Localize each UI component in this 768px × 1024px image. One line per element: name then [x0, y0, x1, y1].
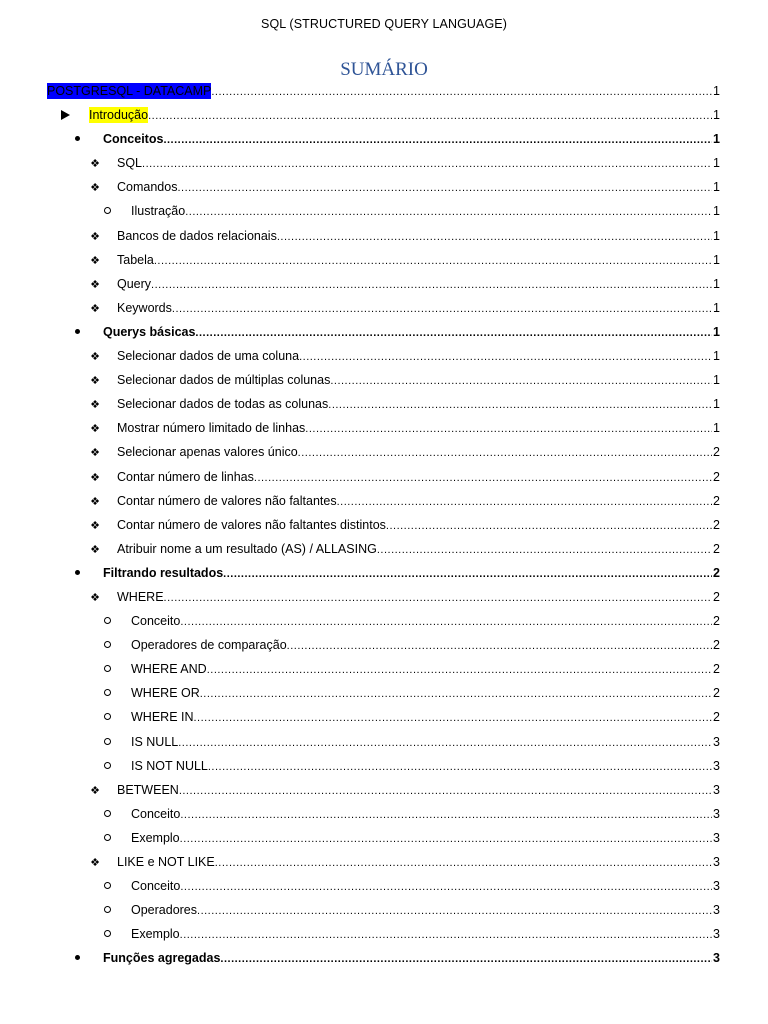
- toc-entry-label: WHERE AND: [131, 662, 207, 677]
- toc-entry-page-number: 2: [713, 589, 720, 604]
- circle-icon: [100, 902, 114, 918]
- toc-entry-label: Conceito: [131, 806, 181, 821]
- toc-entry-page-number: 1: [713, 421, 720, 436]
- toc-entry-label: Conceito: [131, 614, 181, 629]
- toc-entry-label: WHERE IN: [131, 710, 194, 725]
- dot-leader: [148, 108, 712, 124]
- toc-entry[interactable]: [0, 826, 768, 850]
- page-header: SQL (STRUCTURED QUERY LANGUAGE): [261, 17, 507, 31]
- toc-entry[interactable]: [0, 344, 768, 368]
- diamond-icon: ❖: [90, 351, 100, 364]
- circle-icon: [100, 709, 114, 725]
- dot-leader: [287, 638, 712, 654]
- toc-entry-page-number: 1: [713, 300, 720, 315]
- toc-entry-page-number: 1: [713, 84, 720, 98]
- toc-entry[interactable]: [0, 127, 768, 151]
- circle-icon: [100, 685, 114, 701]
- toc-entry-label: Selecionar dados de múltiplas colunas: [117, 373, 331, 388]
- toc-entry-line: [117, 854, 720, 871]
- dot-leader: [305, 421, 712, 437]
- toc-entry-line: [89, 107, 720, 124]
- toc-entry-line: [103, 565, 720, 582]
- toc-entry-label: WHERE: [117, 589, 164, 604]
- toc-entry-line: [131, 758, 720, 775]
- toc-entry-line: [131, 637, 720, 654]
- toc-entry-label: Operadores de comparação: [131, 638, 287, 653]
- toc-entry-page-number: 2: [713, 493, 720, 508]
- diamond-icon: ❖: [90, 399, 100, 412]
- toc-entry-page-number: 1: [713, 180, 720, 195]
- toc-entry-line: [117, 493, 720, 510]
- diamond-icon: ❖: [90, 230, 100, 243]
- toc-entry[interactable]: [0, 537, 768, 561]
- diamond-icon: ❖: [90, 278, 100, 291]
- toc-entry-page-number: 1: [713, 276, 720, 291]
- toc-entry[interactable]: [0, 681, 768, 705]
- toc-entry-label: Mostrar número limitado de linhas: [117, 421, 306, 436]
- toc-entry-label: Funções agregadas: [103, 951, 221, 966]
- toc-entry-page-number: 2: [713, 710, 720, 725]
- toc-entry-label: Contar número de valores não faltantes: [117, 493, 337, 508]
- toc-entry-page-number: 3: [713, 855, 720, 869]
- toc-entry[interactable]: [0, 440, 768, 464]
- circle-icon: [100, 758, 114, 774]
- toc-entry-label: Comandos: [117, 180, 178, 195]
- toc-entry-label: Exemplo: [131, 830, 180, 845]
- toc-entry-page-number: 1: [713, 373, 720, 388]
- toc-entry-line: [131, 806, 720, 823]
- dot-leader: [164, 590, 713, 606]
- table-of-contents: [0, 79, 768, 970]
- toc-entry-line: [117, 300, 720, 317]
- dot-leader: [215, 855, 712, 871]
- toc-entry-label: Exemplo: [131, 927, 180, 942]
- toc-entry[interactable]: [0, 175, 768, 199]
- toc-entry-line: [117, 252, 720, 269]
- toc-entry-label: WHERE OR: [131, 686, 200, 701]
- toc-entry-label: Tabela: [117, 252, 154, 267]
- toc-entry-line: [117, 469, 720, 486]
- toc-entry-label: BETWEEN: [117, 782, 179, 797]
- toc-entry-label: Contar número de linhas: [117, 469, 254, 484]
- toc-entry-page-number: 2: [713, 445, 720, 460]
- toc-entry-page-number: 3: [713, 830, 720, 845]
- toc-entry-page-number: 2: [713, 686, 720, 701]
- toc-entry[interactable]: [0, 296, 768, 320]
- toc-entry[interactable]: [0, 754, 768, 778]
- toc-entry-page-number: 1: [713, 252, 720, 267]
- circle-icon: [100, 830, 114, 846]
- diamond-icon: ❖: [90, 519, 100, 532]
- circle-icon: [100, 613, 114, 629]
- dot-icon: [70, 131, 84, 147]
- toc-entry-line: [117, 517, 720, 534]
- toc-entry-label: Bancos de dados relacionais: [117, 228, 277, 243]
- circle-icon: [100, 734, 114, 750]
- toc-entry[interactable]: [0, 465, 768, 489]
- toc-entry-page-number: 3: [713, 903, 720, 918]
- toc-entry-label: Selecionar dados de todas as colunas: [117, 397, 329, 412]
- toc-entry-label: Contar número de valores não faltantes distintos: [117, 517, 386, 532]
- toc-entry-line: [131, 203, 720, 220]
- toc-entry-page-number: 1: [713, 397, 720, 412]
- toc-entry[interactable]: [0, 898, 768, 922]
- dot-leader: [180, 831, 712, 847]
- dot-leader: [207, 662, 712, 678]
- dot-icon: [70, 950, 84, 966]
- dot-leader: [180, 614, 712, 630]
- toc-entry-page-number: 1: [713, 156, 720, 171]
- toc-entry-page-number: 2: [713, 662, 720, 677]
- dot-leader: [179, 783, 712, 799]
- circle-icon: [100, 203, 114, 219]
- toc-entry-line: [131, 830, 720, 847]
- toc-entry-page-number: 2: [713, 517, 720, 532]
- toc-entry-line: [117, 541, 720, 558]
- diamond-icon: ❖: [90, 591, 100, 604]
- toc-entry-line: [117, 228, 720, 245]
- dot-leader: [195, 325, 712, 341]
- toc-entry-line: [117, 276, 720, 293]
- dot-leader: [220, 951, 712, 967]
- toc-entry[interactable]: [0, 850, 768, 874]
- dot-leader: [178, 735, 712, 751]
- dot-leader: [180, 807, 712, 823]
- toc-entry-label: POSTGRESQL - DATACAMP: [47, 84, 212, 98]
- toc-entry-line: [131, 613, 720, 630]
- dot-leader: [177, 180, 712, 196]
- toc-entry[interactable]: [0, 802, 768, 826]
- toc-entry-line: [117, 372, 720, 389]
- circle-icon: [100, 637, 114, 653]
- diamond-icon: ❖: [90, 784, 100, 797]
- toc-entry-line: [117, 179, 720, 196]
- toc-entry[interactable]: [0, 946, 768, 970]
- toc-entry-label: Conceito: [131, 879, 181, 894]
- toc-entry-line: [117, 396, 720, 413]
- dot-leader: [151, 277, 712, 293]
- toc-entry-page-number: 2: [713, 565, 720, 580]
- dot-leader: [194, 710, 713, 726]
- toc-entry[interactable]: [0, 730, 768, 754]
- toc-entry[interactable]: [0, 248, 768, 272]
- toc-entry-page-number: 1: [713, 349, 720, 364]
- dot-leader: [163, 132, 712, 148]
- dot-leader: [208, 759, 712, 775]
- dot-leader: [330, 373, 712, 389]
- toc-entry-page-number: 2: [713, 469, 720, 484]
- circle-icon: [100, 878, 114, 894]
- diamond-icon: ❖: [90, 543, 100, 556]
- circle-icon: [100, 661, 114, 677]
- toc-entry-line: [103, 131, 720, 148]
- toc-entry-label: Query: [117, 276, 152, 291]
- toc-entry[interactable]: [0, 320, 768, 344]
- toc-entry-page-number: 3: [713, 734, 720, 749]
- dot-icon: [70, 565, 84, 581]
- toc-entry-line: [103, 950, 720, 967]
- toc-entry-label: IS NULL: [131, 734, 179, 749]
- toc-entry[interactable]: [0, 633, 768, 657]
- dot-leader: [142, 156, 712, 172]
- toc-entry[interactable]: [0, 657, 768, 681]
- circle-icon: [100, 806, 114, 822]
- dot-leader: [180, 927, 712, 943]
- toc-entry-label: Keywords: [117, 300, 172, 315]
- dot-leader: [154, 253, 712, 269]
- toc-entry-label: Operadores: [131, 903, 198, 918]
- toc-entry[interactable]: [0, 705, 768, 729]
- dot-leader: [197, 903, 712, 919]
- toc-entry-page-number: 2: [713, 638, 720, 653]
- toc-entry-page-number: 3: [713, 951, 720, 966]
- toc-entry-line: [131, 878, 720, 895]
- dot-icon: [70, 324, 84, 340]
- circle-icon: [100, 926, 114, 942]
- toc-entry-page-number: 3: [713, 806, 720, 821]
- toc-entry-line: [117, 589, 720, 606]
- diamond-icon: ❖: [90, 158, 100, 171]
- toc-entry-line: [117, 420, 720, 437]
- toc-entry-page-number: 1: [713, 108, 720, 123]
- diamond-icon: ❖: [90, 375, 100, 388]
- dot-leader: [298, 445, 712, 461]
- dot-leader: [299, 349, 712, 365]
- toc-entry[interactable]: [0, 489, 768, 513]
- toc-entry-page-number: 1: [713, 324, 720, 339]
- toc-entry-label: SQL: [117, 156, 143, 171]
- diamond-icon: ❖: [90, 182, 100, 195]
- toc-entry-page-number: 1: [713, 228, 720, 243]
- dot-leader: [377, 542, 712, 558]
- toc-entry[interactable]: [0, 561, 768, 585]
- toc-entry-line: [117, 348, 720, 365]
- arrow-icon: [58, 107, 72, 124]
- toc-entry[interactable]: [0, 272, 768, 296]
- toc-entry[interactable]: [0, 199, 768, 223]
- dot-leader: [277, 229, 712, 245]
- toc-entry[interactable]: [0, 585, 768, 609]
- toc-entry-label: IS NOT NULL: [131, 758, 208, 773]
- toc-entry-page-number: 1: [713, 132, 720, 147]
- toc-entry-line: [117, 155, 720, 172]
- toc-entry[interactable]: [0, 874, 768, 898]
- toc-entry-page-number: 2: [713, 541, 720, 556]
- toc-entry[interactable]: [0, 416, 768, 440]
- toc-entry-page-number: 3: [713, 879, 720, 894]
- toc-entry-label: Filtrando resultados: [103, 565, 224, 580]
- toc-entry-line: [131, 685, 720, 702]
- dot-leader: [200, 686, 712, 702]
- toc-entry-line: [131, 902, 720, 919]
- toc-entry[interactable]: [0, 609, 768, 633]
- diamond-icon: ❖: [90, 857, 100, 869]
- diamond-icon: ❖: [90, 447, 100, 460]
- toc-title: SUMÁRIO: [340, 59, 428, 80]
- dot-leader: [185, 204, 712, 220]
- toc-entry-page-number: 3: [713, 758, 720, 773]
- toc-entry-label: Atribuir nome a um resultado (AS) / ALLASING: [117, 541, 377, 556]
- toc-entry-label: LIKE e NOT LIKE: [117, 855, 215, 869]
- toc-entry-page-number: 1: [713, 204, 720, 219]
- toc-entry-line: [131, 926, 720, 943]
- toc-entry-page-number: 2: [713, 614, 720, 629]
- toc-entry-label: Querys básicas: [103, 324, 196, 339]
- toc-entry-line: [131, 661, 720, 678]
- toc-entry[interactable]: [0, 224, 768, 248]
- toc-entry[interactable]: [0, 778, 768, 802]
- dot-leader: [172, 301, 712, 317]
- dot-leader: [211, 84, 712, 100]
- toc-entry[interactable]: [0, 922, 768, 946]
- toc-entry[interactable]: [0, 79, 768, 103]
- toc-entry-line: [131, 734, 720, 751]
- diamond-icon: ❖: [90, 471, 100, 484]
- diamond-icon: ❖: [90, 423, 100, 436]
- diamond-icon: ❖: [90, 254, 100, 267]
- toc-entry-line: [117, 444, 720, 461]
- toc-entry-line: [117, 782, 720, 799]
- toc-entry[interactable]: [0, 151, 768, 175]
- dot-leader: [386, 518, 712, 534]
- dot-leader: [337, 494, 712, 510]
- toc-entry[interactable]: [0, 103, 768, 127]
- toc-entry-label: Introdução: [89, 108, 149, 123]
- toc-entry-label: Selecionar apenas valores único: [117, 445, 298, 460]
- toc-entry[interactable]: [0, 368, 768, 392]
- toc-entry-label: Ilustração: [131, 204, 186, 219]
- diamond-icon: ❖: [90, 495, 100, 508]
- dot-leader: [328, 397, 712, 413]
- toc-entry-line: [131, 709, 720, 726]
- toc-entry-line: [47, 83, 720, 100]
- dot-leader: [180, 879, 712, 895]
- toc-entry-page-number: 3: [713, 927, 720, 942]
- toc-entry-line: [103, 324, 720, 341]
- toc-entry[interactable]: [0, 392, 768, 416]
- toc-entry-label: Selecionar dados de uma coluna: [117, 349, 300, 364]
- toc-entry-page-number: 3: [713, 782, 720, 797]
- toc-entry-label: Conceitos: [103, 132, 164, 147]
- diamond-icon: ❖: [90, 302, 100, 315]
- dot-leader: [254, 470, 712, 486]
- toc-entry[interactable]: [0, 513, 768, 537]
- dot-leader: [223, 566, 712, 582]
